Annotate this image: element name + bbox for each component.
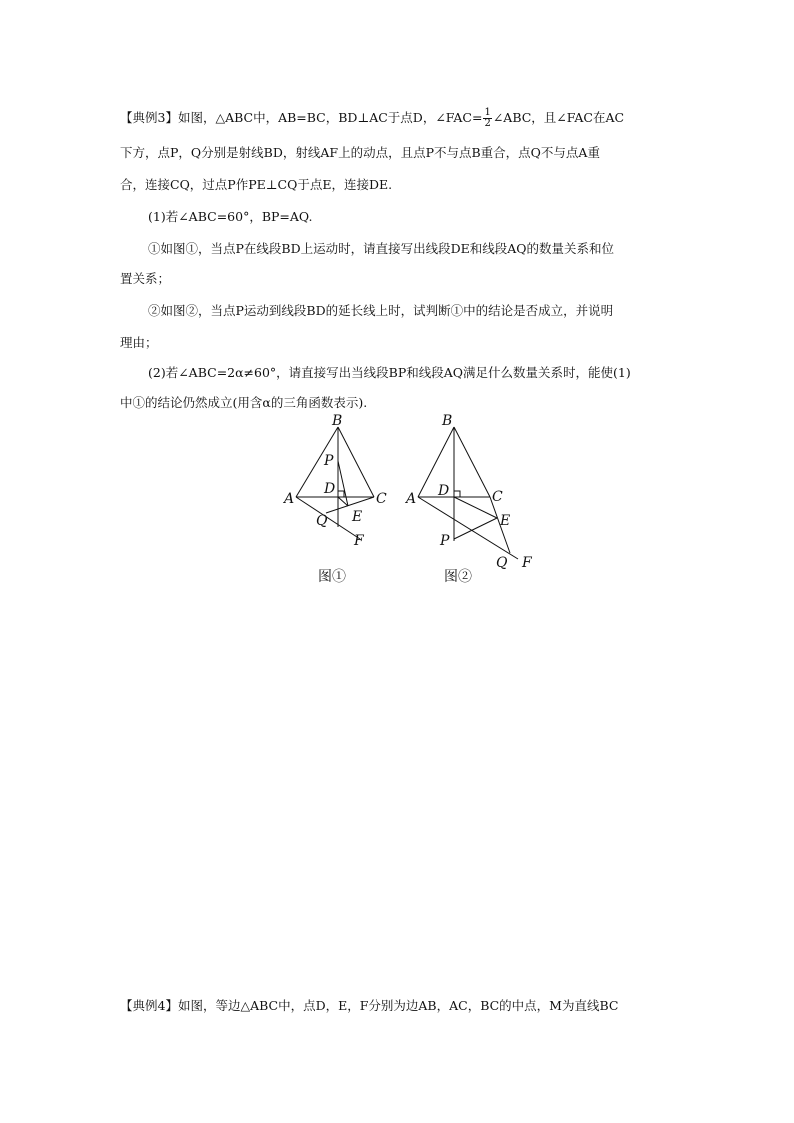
example3-part-2-cont: 中①的结论仍然成立(用含α的三角函数表示).: [120, 395, 368, 410]
segment-CQ: [326, 497, 374, 513]
example3-part-1-q1: ①如图①，当点P在线段BD上运动时，请直接写出线段DE和线段AQ的数量关系和位: [148, 241, 615, 256]
example3-part-2: (2)若∠ABC=2α≠60°，请直接写出当线段BP和线段AQ满足什么数量关系时，能使(1): [148, 365, 631, 380]
figure-1-caption: 图①: [318, 569, 346, 585]
figure-2-diagram: [400, 415, 545, 570]
example3-line-1-a: 【典例3】如图，△ABC中，AB=BC，BD⊥AC于点D，∠FAC=: [120, 110, 483, 125]
fraction-denominator: 2: [484, 118, 491, 129]
example3-line-1-b: ∠ABC，且∠FAC在AC: [492, 110, 625, 125]
label-A: A: [406, 491, 417, 507]
label-B: B: [442, 413, 453, 429]
label-E: E: [500, 513, 511, 529]
label-B: B: [332, 413, 343, 429]
example3-line-1: [120, 108, 680, 129]
example3-line-3: 合，连接CQ，过点P作PE⊥CQ于点E，连接DE.: [120, 177, 393, 192]
label-C: C: [492, 489, 503, 505]
label-P: P: [324, 453, 334, 469]
example3-part-1-q1-cont: 置关系；: [120, 271, 171, 286]
figure-2: [400, 415, 545, 570]
right-angle-mark: [338, 491, 344, 497]
example3-part-1-q2-cont: 理由；: [120, 335, 158, 350]
label-P: P: [440, 533, 450, 549]
label-F: F: [522, 555, 532, 571]
label-E: E: [352, 509, 363, 525]
label-D: D: [324, 481, 336, 497]
segment-DE: [454, 497, 497, 518]
label-F: F: [354, 533, 364, 549]
figure-1-diagram: [280, 415, 390, 555]
fraction-numerator: 1: [484, 107, 491, 118]
label-Q: Q: [496, 555, 508, 571]
example3-part-1-q2: ②如图②，当点P运动到线段BD的延长线上时，试判断①中的结论是否成立，并说明: [148, 303, 614, 318]
figure-1: [280, 415, 390, 555]
example3-line-2: 下方，点P，Q分别是射线BD，射线AF上的动点，且点P不与点B重合，点Q不与点A重: [120, 145, 600, 160]
label-Q: Q: [316, 513, 328, 529]
figure-2-caption: 图②: [444, 569, 472, 585]
ray-AF: [296, 497, 363, 539]
label-C: C: [376, 491, 387, 507]
fraction-one-half: [483, 108, 491, 129]
example3-part-1: (1)若∠ABC=60°，BP=AQ.: [148, 209, 313, 224]
segment-PE: [338, 461, 348, 506]
label-A: A: [284, 491, 295, 507]
segment-PE: [454, 518, 497, 539]
label-D: D: [438, 483, 450, 499]
right-angle-mark: [454, 491, 460, 497]
segment-BC: [454, 427, 490, 497]
example4-line-1: 【典例4】如图，等边△ABC中，点D，E，F分别为边AB，AC，BC的中点，M为直线BC: [120, 998, 619, 1013]
